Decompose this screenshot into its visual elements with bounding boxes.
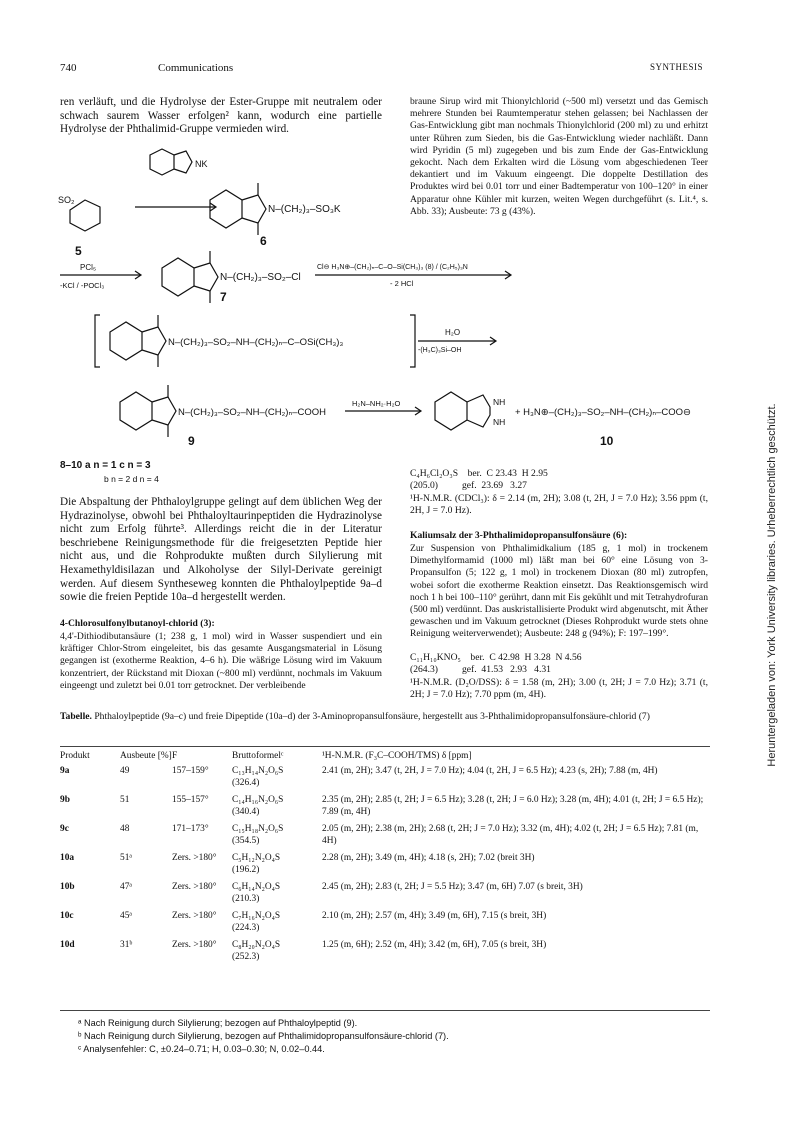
section-name: Communications	[158, 62, 234, 74]
row-melting-point: 171–173°	[172, 824, 209, 834]
footnote-a: ᵃ Nach Reinigung durch Silylierung; bezogen auf Phthaloylpeptid (9).	[78, 1018, 358, 1028]
row-molweight: (340.4)	[232, 807, 260, 817]
nh-label-2: NH	[493, 417, 506, 427]
compound-9-chain: N–(CH₂)₃–SO₂–NH–(CH₂)ₙ–COOH	[178, 407, 327, 418]
row-formula	[232, 936, 322, 965]
procedure-6-text: Zur Suspension von Phthalimidkalium (185 g, 1 mol) in trockenem Dimethylformamid (1000 ml) läßt man bei 60° eine Lösung von 3-Propansulfon (5; 122 g, 1 mol) in trockenem Dioxan (80 ml) zutropfen, wobei sofort die exotherme Reaktion einsetzt. Das Reaktionsgemisch wird noch 1 h bei 100–110° gerührt, dann mit Eis gekühlt und mit Tetrahydrofuran (500 ml) verdünnt. Das auskristallisierte Produkt wird abgenutscht, mit Äther gewaschen und im Vakuum getrocknet (Dieses Rohprodukt wurde stets ohne Reinigung weiterverwendet); Ausbeute: 248 g (94%); F: 197–199°.	[410, 543, 708, 640]
row-formula-text: C₈H₂₀N₂O₄S	[232, 940, 281, 950]
row-molweight: (354.5)	[232, 836, 260, 846]
row-yield: 45ᵃ	[120, 911, 132, 921]
table-row	[60, 849, 710, 878]
compound-9-ring	[120, 392, 152, 430]
row-molweight: (196.2)	[232, 865, 260, 875]
row-melting-point: Zers. >180°	[172, 940, 217, 950]
compound-7-label: 7	[220, 290, 227, 304]
row-yield: 51ᵃ	[120, 853, 132, 863]
table-header-row	[60, 750, 710, 762]
row-nmr: 2.41 (m, 2H); 3.47 (t, 2H, J = 7.0 Hz); 4.04 (t, 2H, J = 6.5 Hz); 4.23 (s, 2H); 7.88 (m, 4H)	[322, 766, 658, 776]
th-produkt: Produkt	[60, 751, 90, 761]
nh-label-1: NH	[493, 397, 506, 407]
row-nmr: 1.25 (m, 6H); 2.52 (m, 4H); 3.42 (m, 6H), 7.05 (s breit, 3H)	[322, 940, 547, 950]
table-top-rule	[60, 746, 710, 747]
row-product: 10a	[60, 853, 75, 863]
row-formula-text: C₅H₁₂N₂O₄S	[232, 853, 281, 863]
reagent-8-label: Cl⊖ H₃N⊕–(CH₂)ₙ–C–O–Si(CH₃)₃ (8) / (C₂H₅)₃N	[317, 264, 468, 271]
table-bottom-rule	[60, 1010, 710, 1011]
row-melting-point: Zers. >180°	[172, 911, 217, 921]
left-intro-paragraph: ren verläuft, und die Hydrolyse der Ester-Gruppe mit neutralem oder schwach saurem Wasser erfolgen² kann, wodurch eine partielle Hydrolyse der Phthalimid-Gruppe vermieden wird.	[60, 96, 382, 136]
row-melting-point: Zers. >180°	[172, 882, 217, 892]
analysis-6-line-2: (264.3) gef. 41.53 2.93 4.31	[410, 664, 551, 675]
compound-6-label: 6	[260, 234, 267, 248]
journal-name: SYNTHESIS	[650, 62, 704, 72]
row-molweight: (210.3)	[232, 894, 260, 904]
row-nmr: 2.45 (m, 2H); 2.83 (t, 2H; J = 5.5 Hz); 3.47 (m, 6H) 7.07 (s breit, 3H)	[322, 882, 583, 892]
reaction-scheme	[40, 145, 720, 460]
compound-5-label: 5	[75, 244, 82, 258]
bracket-left	[95, 315, 100, 367]
table-row	[60, 820, 710, 849]
compound-6-chain: N–(CH₂)₃–SO₃K	[268, 204, 341, 215]
scheme-legend-1: 8–10 a n = 1 c n = 3	[60, 460, 151, 471]
row-product: 9c	[60, 824, 69, 834]
row-melting-point: Zers. >180°	[172, 853, 217, 863]
scheme-nk-label: NK	[195, 159, 208, 169]
footnote-c: ᶜ Analysenfehler: C, ±0.24–0.71; H, 0.03–0.30; N, 0.02–0.44.	[78, 1044, 325, 1054]
intermediate-chain: N–(CH₂)₃–SO₂–NH–(CH₂)ₙ–C–OSi(CH₃)₃	[168, 337, 344, 348]
table-caption	[60, 711, 710, 723]
compound-10-label: 10	[600, 434, 614, 448]
row-product: 9a	[60, 766, 70, 776]
row-nmr: 2.28 (m, 2H); 3.49 (m, 4H); 4.18 (s, 2H); 7.02 (breit 3H)	[322, 853, 535, 863]
hcl-label: - 2 HCl	[390, 279, 414, 288]
scheme-so2-label: SO₂	[58, 195, 75, 205]
row-formula-text: C₇H₁₆N₂O₄S	[232, 911, 281, 921]
row-yield: 51	[120, 795, 130, 805]
table-row	[60, 791, 710, 820]
table-caption-text: Phthaloylpeptide (9a–c) und freie Dipeptide (10a–d) der 3-Aminopropansulfonsäure, hergestellt aus 3-Phthalimidopropansulfonsäure-chlorid (7)	[94, 711, 650, 722]
footnote-b: ᵇ Nach Reinigung durch Silylierung, bezogen auf Phthalimidopropansulfonsäure-chlorid (7).	[78, 1031, 449, 1041]
section-heading-3: 4-Chlorosulfonylbutanoyl-chlorid (3):	[60, 618, 215, 629]
row-molweight: (326.4)	[232, 778, 260, 788]
row-yield: 48	[120, 824, 130, 834]
analysis-6-line-1: C₁₁H₁₀KNO₅ ber. C 42.98 H 3.28 N 4.56	[410, 652, 582, 663]
left-body-paragraph: Die Abspaltung der Phthaloylgruppe gelingt auf dem üblichen Weg der Hydrazinolyse, obwohl bei Phthaloyltaurinpeptiden die Hydrazinolyse nicht zum Erfolg führte³. Allerdings reicht die in der Literatur beschriebene Reinigungsmethode für die freigesetzten Peptide hier nicht aus, und die Rohprodukte mußten durch Silylierung mit Hexamethyldisilazan und Alkoholyse der Silyl-Derivate gereinigt werden. Auf diesem Syntheseweg konnten die Phthaloylpeptide 9a–d sowie die freien Peptide 10a–d hergestellt werden.	[60, 496, 382, 604]
compound-7-chain: N–(CH₂)₃–SO₂–Cl	[220, 272, 301, 283]
download-notice: Heruntergeladen von: York University libraries. Urheberrechtlich geschützt.	[766, 403, 778, 767]
row-formula	[232, 849, 322, 878]
compound-10-chain: + H₃N⊕–(CH₂)₃–SO₂–NH–(CH₂)ₙ–COO⊖	[515, 407, 692, 418]
analysis-3-line-2: (205.0) gef. 23.69 3.27	[410, 480, 527, 491]
row-formula	[232, 878, 322, 907]
row-molweight: (252.3)	[232, 952, 260, 962]
row-product: 9b	[60, 795, 70, 805]
row-melting-point: 155–157°	[172, 795, 209, 805]
row-nmr: 2.10 (m, 2H); 2.57 (m, 4H); 3.49 (m, 6H), 7.15 (s breit, 3H)	[322, 911, 547, 921]
row-formula-text: C₁₃H₁₄N₂O₆S	[232, 766, 284, 776]
sultone-ring	[70, 200, 100, 231]
row-formula-text: C₁₄H₁₆N₂O₆S	[232, 795, 284, 805]
row-formula	[232, 762, 322, 791]
row-nmr: 2.35 (m, 2H); 2.85 (t, 2H; J = 6.5 Hz); 3.28 (t, 2H; J = 6.0 Hz); 3.28 (m, 4H); 4.01 (t, 2H; J = 6.5 Hz); 7.89 (m, 4H)	[322, 795, 704, 817]
results-table	[60, 750, 710, 965]
row-nmr: 2.05 (m, 2H); 2.38 (m, 2H); 2.68 (t, 2H; J = 7.0 Hz); 3.32 (m, 4H); 4.02 (t, 2H; J = 6.5 Hz); 7.81 (m, 4H)	[322, 824, 699, 846]
scheme-legend-2: b n = 2 d n = 4	[104, 474, 159, 484]
bracket-right	[410, 315, 415, 367]
phthalimide-ring	[150, 149, 174, 175]
table-caption-label: Tabelle.	[60, 711, 92, 722]
hydrazine-label: H₂N–NH₂·H₂O	[352, 399, 401, 408]
table-row	[60, 936, 710, 965]
right-intro-paragraph: braune Sirup wird mit Thionylchlorid (~500 ml) versetzt und das Gemisch mehrere Stunden bei Raumtemperatur stehen gelassen; bei Nachlassen der Gas-Entwicklung gibt man nochmals Thionylchlorid (200 ml) zu und erhitzt unter Rühren zum Sieden, bis die Gas-Entwicklung wieder nachläßt. Dann wird Pyridin (5 ml) zugegeben und bis zum Ende der Gas-Entwicklung gekocht. Nach dem Erkalten wird die Lösung vom abgeschiedenen Teer dekantiert und im Vakuum eingeengt. Die doppelte Destillation des Produktes wird bei 0.01 torr und einer Badtemperatur von 100–120° in einer Apparatur ohne Kühler mit kurzen, weiten Wegen durchgeführt (s. Lit.⁴, s. Abb. 33); Ausbeute: 73 g (43%).	[410, 96, 708, 217]
compound-10-ring	[435, 392, 467, 430]
row-formula-text: C₆H₁₄N₂O₄S	[232, 882, 281, 892]
h2o-label: H₂O	[445, 328, 461, 337]
table-row	[60, 762, 710, 791]
th-ausbeute: Ausbeute [%]	[120, 751, 172, 761]
row-formula	[232, 907, 322, 936]
compound-9-label: 9	[188, 434, 195, 448]
row-formula-text: C₁₅H₁₈N₂O₆S	[232, 824, 284, 834]
row-product: 10d	[60, 940, 75, 950]
compound-6-ring	[210, 190, 242, 228]
nmr-6-text: ¹H-N.M.R. (D₂O/DSS): δ = 1.58 (m, 2H); 3.00 (t, 2H; J = 7.0 Hz); 3.71 (t, 2H; J = 7.0 Hz); 7.70 ppm (m, 4H).	[410, 677, 708, 701]
compound-7-ring	[162, 258, 194, 296]
th-nmr: ¹H-N.M.R. (F₃C–COOH/TMS) δ [ppm]	[322, 751, 472, 761]
th-f: F	[172, 751, 178, 761]
section-heading-6: Kaliumsalz der 3-Phthalimidopropansulfonsäure (6):	[410, 530, 628, 541]
row-molweight: (224.3)	[232, 923, 260, 933]
table-row	[60, 907, 710, 936]
row-product: 10c	[60, 911, 74, 921]
nmr-3-text: ¹H-N.M.R. (CDCl₃): δ = 2.14 (m, 2H); 3.08 (t, 2H, J = 7.0 Hz); 3.56 ppm (t, 2H, J = 7.0 Hz).	[410, 493, 708, 517]
pcl5-label: PCl₅	[80, 263, 97, 272]
row-formula	[232, 820, 322, 849]
analysis-3-line-1: C₄H₆Cl₂O₃S ber. C 23.43 H 2.95	[410, 468, 548, 479]
row-melting-point: 157–159°	[172, 766, 209, 776]
kcl-label: -KCl / -POCl₃	[60, 281, 105, 290]
page-number: 740	[60, 62, 77, 74]
row-yield: 47ᵃ	[120, 882, 132, 892]
th-formula: Bruttoformelᶜ	[232, 751, 284, 761]
procedure-3-text: 4,4'-Dithiodibutansäure (1; 238 g, 1 mol) wird in Wasser suspendiert und ein kräftiger Chlor-Strom eingeleitet, bis das gesamte Ausgangsmaterial in Lösung gegangen ist (exotherme Reaktion, 4–6 h). Die wäßrige Lösung wird im Vakuum konzentriert, der Rückstand mit Dioxan (~800 ml) verdünnt, nochmals im Vakuum eingeengt und zuletzt bei 0.01 torr getrocknet. Der verbleibende	[60, 631, 382, 691]
row-yield: 49	[120, 766, 130, 776]
row-product: 10b	[60, 882, 75, 892]
sioh-label: -(H₃C)₃Si–OH	[418, 347, 462, 354]
row-formula	[232, 791, 322, 820]
intermediate-ring	[110, 322, 142, 360]
table-row	[60, 878, 710, 907]
row-yield: 31ᵇ	[120, 940, 133, 950]
